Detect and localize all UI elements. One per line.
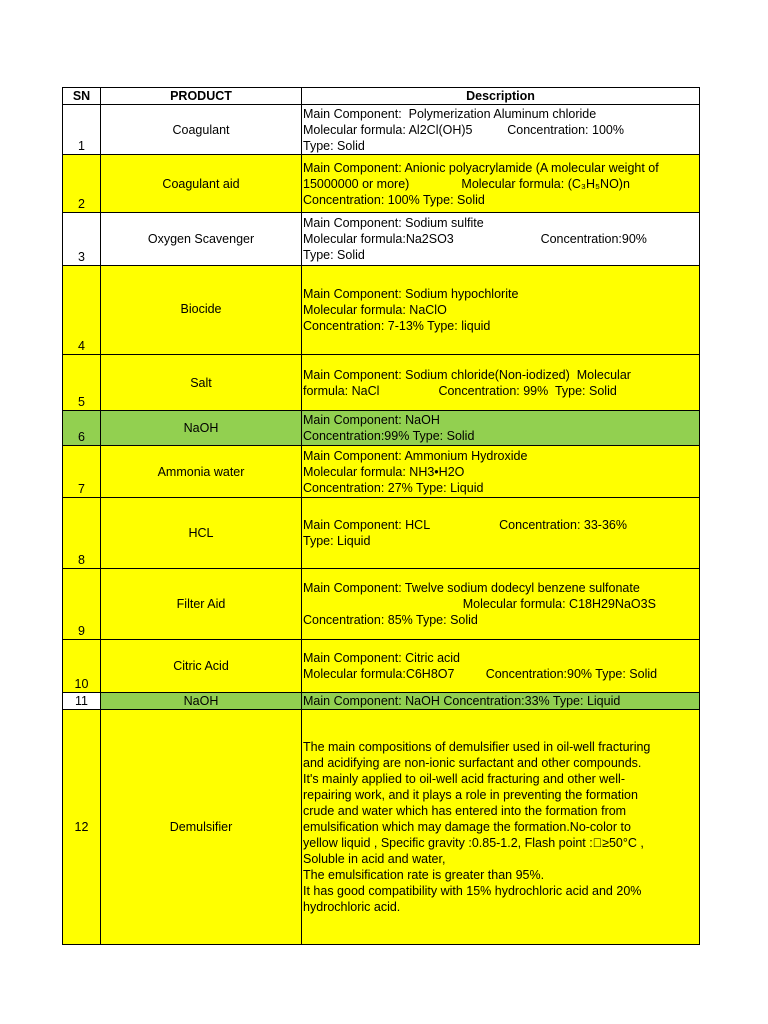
row-description: Main Component: Citric acid Molecular formula:C6H8O7 Concentration:90% Type: Solid (302, 640, 700, 693)
row-description: Main Component: NaOH Concentration:99% Type: Solid (302, 411, 700, 446)
row-sn: 9 (63, 569, 101, 640)
row-sn: 8 (63, 498, 101, 569)
header-description: Description (302, 88, 700, 105)
row-product: NaOH (101, 693, 302, 710)
table-row (63, 266, 700, 355)
row-sn: 11 (63, 693, 101, 710)
row-description: Main Component: Twelve sodium dodecyl benzene sulfonate Molecular formula: C18H29NaO3S Concentration: 85% Type: Solid (302, 569, 700, 640)
row-product: Coagulant aid (101, 155, 302, 213)
row-product: HCL (101, 498, 302, 569)
row-description: Main Component: Polymerization Aluminum chloride Molecular formula: Al2Cl(OH)5 Concentration: 100% Type: Solid (302, 105, 700, 155)
row-description: Main Component: Sodium sulfite Molecular formula:Na2SO3 Concentration:90% Type: Solid (302, 213, 700, 266)
table-row (63, 411, 700, 446)
row-sn: 12 (63, 710, 101, 945)
table-row (63, 693, 700, 710)
row-product: Salt (101, 355, 302, 411)
row-product: Citric Acid (101, 640, 302, 693)
row-description: Main Component: Anionic polyacrylamide (A molecular weight of 15000000 or more) Molecular formula: (C₃H₅NO)n Concentration: 100% Type: Solid (302, 155, 700, 213)
table-row (63, 569, 700, 640)
row-product: Oxygen Scavenger (101, 213, 302, 266)
table-row (63, 105, 700, 155)
row-description: Main Component: Sodium hypochlorite Molecular formula: NaClO Concentration: 7-13% Type: liquid (302, 266, 700, 355)
row-sn: 7 (63, 446, 101, 498)
row-description: Main Component: NaOH Concentration:33% Type: Liquid (302, 693, 700, 710)
table-row (63, 498, 700, 569)
row-sn: 5 (63, 355, 101, 411)
table-row (63, 213, 700, 266)
row-sn: 2 (63, 155, 101, 213)
row-description: Main Component: Sodium chloride(Non-iodized) Molecular formula: NaCl Concentration: 99% Type: Solid (302, 355, 700, 411)
table-row (63, 640, 700, 693)
product-table (62, 87, 700, 945)
table-row (63, 446, 700, 498)
row-sn: 6 (63, 411, 101, 446)
table-row (63, 355, 700, 411)
row-product: Coagulant (101, 105, 302, 155)
table-row (63, 710, 700, 945)
row-product: NaOH (101, 411, 302, 446)
row-sn: 10 (63, 640, 101, 693)
row-product: Ammonia water (101, 446, 302, 498)
row-sn: 4 (63, 266, 101, 355)
row-description: The main compositions of demulsifier used in oil-well fracturing and acidifying are non-ionic surfactant and other compounds. It's mainly applied to oil-well acid fracturing and other well- repairing work, and it plays a role in preventing the formation crude and water which has entered into the formation from emulsification which may damage the formation.No-color to yellow liquid , Specific gravity :0.85-1.2, Flash point : ≥50°C , Soluble in acid and water, The emulsification rate is greater than 95%. It has good compatibility with 15% hydrochloric acid and 20% hydrochloric acid. (302, 710, 700, 945)
row-product: Demulsifier (101, 710, 302, 945)
header-sn: SN (63, 88, 101, 105)
header-product: PRODUCT (101, 88, 302, 105)
row-product: Filter Aid (101, 569, 302, 640)
table-row (63, 155, 700, 213)
row-sn: 1 (63, 105, 101, 155)
row-description: Main Component: Ammonium Hydroxide Molecular formula: NH3•H2O Concentration: 27% Type: Liquid (302, 446, 700, 498)
header-row (63, 88, 700, 105)
row-description: Main Component: HCL Concentration: 33-36% Type: Liquid (302, 498, 700, 569)
row-sn: 3 (63, 213, 101, 266)
row-product: Biocide (101, 266, 302, 355)
